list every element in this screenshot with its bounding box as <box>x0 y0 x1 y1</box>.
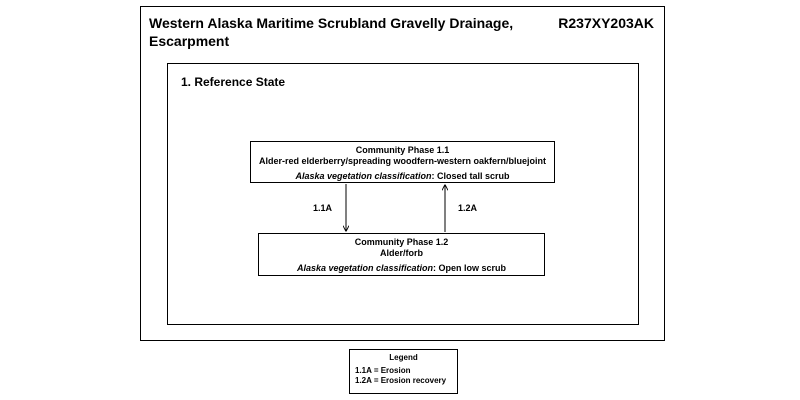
state-title: 1. Reference State <box>181 75 286 89</box>
veg-class-value: : Closed tall scrub <box>431 171 510 181</box>
veg-class-label: Alaska vegetation classification <box>295 171 432 181</box>
community-phase-1-2 <box>258 233 545 276</box>
phase-description: Alder-red elderberry/spreading woodfern-western oakfern/bluejoint <box>258 156 547 166</box>
phase-name: Community Phase 1.1 <box>355 145 450 155</box>
ecological-site-code: R237XY203AK <box>558 15 654 31</box>
community-phase-1-1 <box>250 141 555 183</box>
phase-name: Community Phase 1.2 <box>354 237 449 247</box>
legend-title: Legend <box>389 353 418 362</box>
transition-label-1-2a: 1.2A <box>458 203 478 213</box>
phase-vegetation-class <box>259 263 544 274</box>
reference-state-box <box>167 63 639 325</box>
transition-label-1-1a: 1.1A <box>313 203 333 213</box>
phase-vegetation-class <box>251 171 554 182</box>
legend-item: 1.1A = Erosion <box>355 366 411 375</box>
veg-class-value: : Open low scrub <box>433 263 507 273</box>
legend-item: 1.2A = Erosion recovery <box>355 376 447 385</box>
phase-description: Alder/forb <box>379 248 423 258</box>
diagram-title: Western Alaska Maritime Scrubland Gravelly Drainage, Escarpment <box>149 15 514 49</box>
legend <box>349 349 458 394</box>
veg-class-label: Alaska vegetation classification <box>296 263 434 273</box>
